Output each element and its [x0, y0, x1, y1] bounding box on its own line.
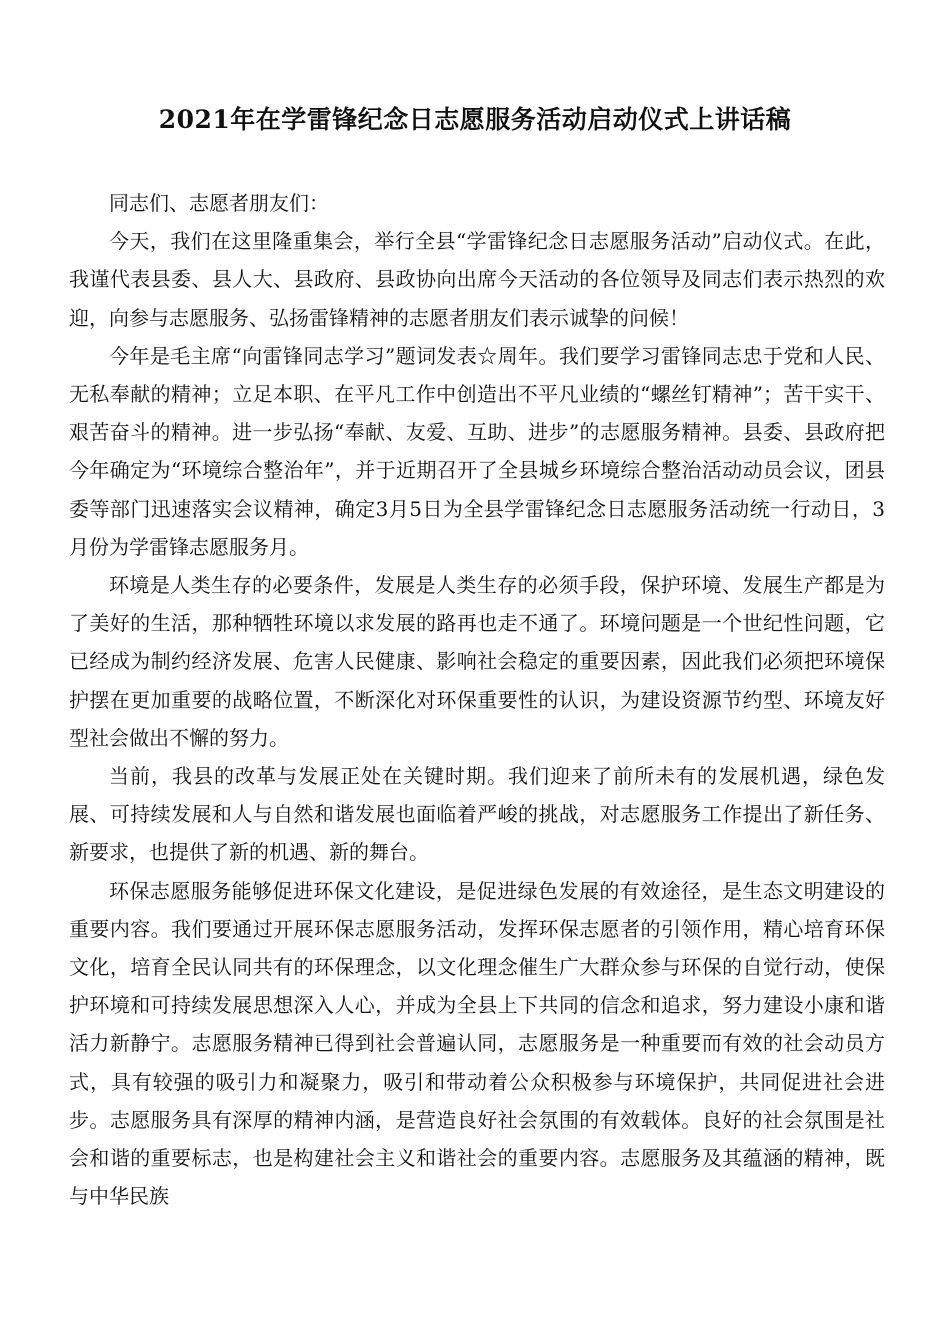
paragraph-salutation: 同志们、志愿者朋友们：	[109, 191, 329, 215]
paragraph-environment: 环境是人类生存的必要条件，发展是人类生存的必须手段，保护环境、发展生产都是为了美好的生活，那种牺牲环境以求发展的路再也走不通了。环境问题是一个世纪性问题，它已经成为制约经济发展、危害人民健康、影响社会稳定的重要因素，因此我们必须把环境保护摆在更加重要的战略位置，不断深化对环保重要性的认识，为建设资源节约型、环境友好型社会做出不懈的努力。	[69, 573, 885, 750]
paragraph-current-situation: 当前，我县的改革与发展正处在关键时期。我们迎来了前所未有的发展机遇，绿色发展、可持续发展和人与自然和谐发展也面临着严峻的挑战，对志愿服务工作提出了新任务、新要求，也提供了新的机遇、新的舞台。	[69, 764, 885, 865]
document-body	[69, 184, 885, 1215]
document-title: 2021年在学雷锋纪念日志愿服务活动启动仪式上讲话稿	[158, 105, 792, 134]
paragraph-volunteer-service: 环保志愿服务能够促进环保文化建设，是促进绿色发展的有效途径，是生态文明建设的重要内容。我们要通过开展环保志愿服务活动，发挥环保志愿者的引领作用，精心培育环保文化，培育全民认同共有的环保理念，以文化理念催生广大群众参与环保的自觉行动，使保护环境和可持续发展思想深入人心，并成为全县上下共同的信念和追求，努力建设小康和谐活力新静宁。志愿服务精神已得到社会普遍认同，志愿服务是一种重要而有效的社会动员方式，具有较强的吸引力和凝聚力，吸引和带动着公众积极参与环境保护，共同促进社会进步。志愿服务具有深厚的精神内涵，是营造良好社会氛围的有效载体。良好的社会氛围是社会和谐的重要标志，也是构建社会主义和谐社会的重要内容。志愿服务及其蕴涵的精神，既与中华民族	[69, 878, 885, 1209]
paragraph-opening: 今天，我们在这里隆重集会，举行全县“学雷锋纪念日志愿服务活动”启动仪式。在此，我谨代表县委、县人大、县政府、县政协向出席今天活动的各位领导及同志们表示热烈的欢迎，向参与志愿服务、弘扬雷锋精神的志愿者朋友们表示诚挚的问候！	[69, 229, 885, 330]
paragraph-lei-feng-spirit: 今年是毛主席“向雷锋同志学习”题词发表☆周年。我们要学习雷锋同志忠于党和人民、无私奉献的精神；立足本职、在平凡工作中创造出不平凡业绩的“螺丝钉精神”；苦干实干、艰苦奋斗的精神。进一步弘扬“奉献、友爱、互助、进步”的志愿服务精神。县委、县政府把今年确定为“环境综合整治年”，并于近期召开了全县城乡环境综合整治活动动员会议，团县委等部门迅速落实会议精神，确定3月5日为全县学雷锋纪念日志愿服务活动统一行动日，3月份为学雷锋志愿服务月。	[69, 343, 885, 559]
